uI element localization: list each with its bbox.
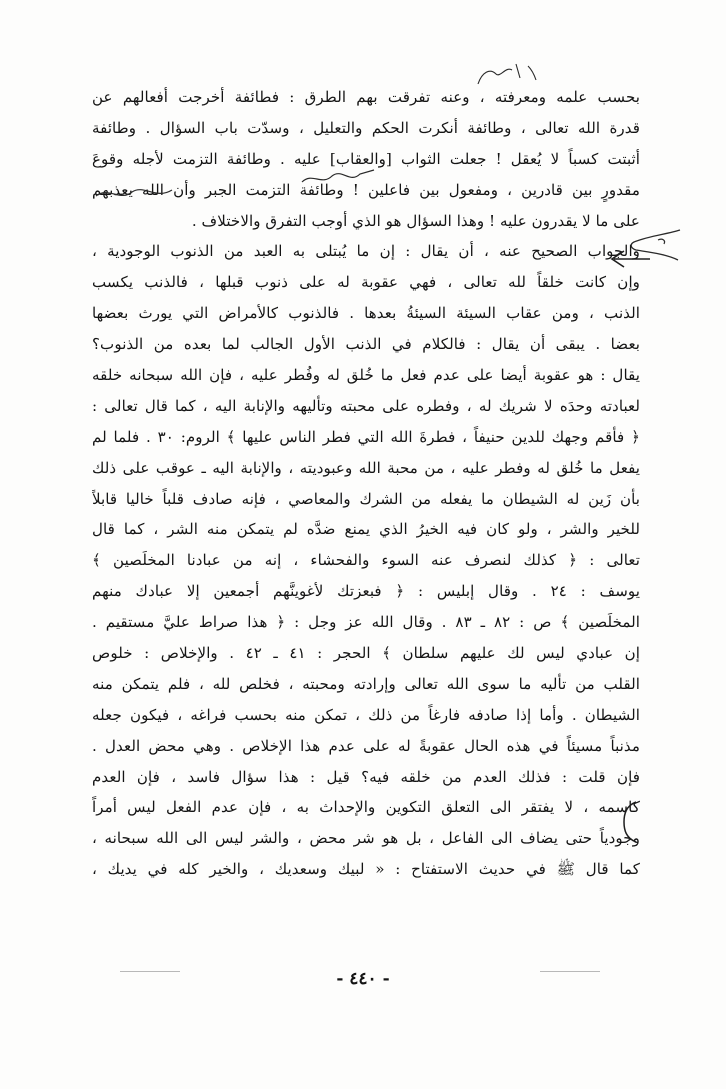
text-line-21: الشيطان . وأما إذا صادفه فارغاً من ذلك ، تمكن منه بحسب فراغه ، فيكون جعله [92, 705, 640, 724]
text-line-7: وإن كانت خلقاً لله تعالى ، فهي عقوبة له على ذنوب قبلها ، فالذنب يكسب [92, 273, 640, 292]
text-line-22: مذنباً مسيئاً في هذه الحال عقوبةً له على عدم هذا الإخلاص . وهي محض العدل . [92, 736, 640, 755]
text-line-25: وجودياً حتى يضاف الى الفاعل ، بل هو شر محض ، والشر ليس الى الله سبحانه ، [92, 829, 640, 848]
text-line-26: كما قال ﷺ في حديث الاستفتاح : « لبيك وسعديك ، والخير كله في يديك ، [92, 860, 640, 879]
handwritten-side-bracket [620, 800, 640, 844]
text-line-8: الذنب ، ومن عقاب السيئة السيئةُ بعدها . فالذنوب كالأمراض التي يورث بعضها [92, 304, 640, 323]
text-line-6: والجواب الصحيح عنه ، أن يقال : إن ما يُبتلى به العبد من الذنوب الوجودية ، [92, 242, 640, 261]
text-line-11: لعبادته وحدَه لا شريك له ، وفطره على محبته وتأليهه والإنابة اليه ، كما قال تعالى : [92, 396, 640, 415]
text-line-9: بعضا . يبقى أن يقال : فالكلام في الذنب الأول الجالب لما بعده من الذنوب؟ [92, 335, 640, 354]
handwritten-arrow-mark [606, 246, 652, 272]
handwritten-underline-scribble-2 [92, 182, 178, 206]
handwritten-top-squiggle [472, 60, 542, 90]
text-line-2: قدرة الله تعالى ، وطائفة أنكرت الحكم والتعليل ، وسدّت باب السؤال . وطائفة [92, 118, 640, 137]
text-line-3: أثبتت كسباً لا يُعقل ! جعلت الثواب [والعقاب] عليه . وطائفة التزمت لأجله وقوعَ [92, 149, 640, 168]
text-line-12: ﴿ فأقم وجهك للدين حنيفاً ، فطرةَ الله التي فطر الناس عليها ﴾ الروم: ٣٠ . فلما لم [92, 427, 640, 446]
text-line-1: بحسب علمه ومعرفته ، وعنه تفرقت بهم الطرق : فطائفة أخرجت أفعالهم عن [92, 88, 640, 106]
handwritten-underline-scribble [298, 166, 378, 190]
text-line-5: على ما لا يقدرون عليه ! وهذا السؤال هو الذي أوجب التفرق والاختلاف . [191, 211, 640, 230]
text-line-18: المخلَصين ﴾ ص : ٨٢ ـ ٨٣ . وقال الله عز وجل : ﴿ هذا صراط عليَّ مستقيم . [92, 613, 640, 632]
text-line-15: للخير والشر ، ولو كان فيه الخيرُ الذي يمنع ضدَّه لم يتمكن منه الشر ، كما قال [92, 520, 640, 539]
text-line-4: مقدورٍ بين قادرين ، ومفعول بين فاعلين ! وطائفة التزمت الجبر وأن الله يعذبهم [92, 180, 640, 199]
text-line-10: يقال : هو عقوبة أيضا على عدم فعل ما خُلق له وفُطر عليه ، فإن الله سبحانه خلقه [92, 366, 640, 385]
text-line-24: كاسمه ، لا يفتقر الى التعلق التكوين والإحداث به ، فإن عدم الفعل ليس أمراً [92, 798, 640, 817]
text-line-16: تعالى : ﴿ كذلك لنصرف عنه السوء والفحشاء ، إنه من عبادنا المخلَصين ﴾ [92, 551, 640, 570]
text-line-14: بأن زَين له الشيطان ما يفعله من الشرك والمعاصي ، فإنه صادف قلباً خاليا قابلاً [92, 489, 640, 508]
text-line-17: يوسف : ٢٤ . وقال إبليس : ﴿ فبعزتك لأغوينَّهم أجمعين إلا عبادك منهم [92, 582, 640, 601]
text-line-23: فإن قلت : فذلك العدم من خلقه فيه؟ قيل : هذا سؤال فاسد ، فإن العدم [92, 767, 640, 786]
text-line-19: إن عبادي ليس لك عليهم سلطان ﴾ الحجر : ٤١ ـ ٤٢ . والإخلاص : خلوص [92, 644, 640, 663]
text-line-20: القلب من تأليه ما سوى الله تعالى وإرادته ومحبته ، فخلص لله ، فلم يتمكن منه [92, 674, 640, 693]
text-line-13: يفعل ما خُلق له وفطر عليه ، من محبة الله وعبوديته ، والإنابة اليه ـ عوقب على ذلك [92, 458, 640, 477]
page-number: - ٤٤٠ - [336, 969, 390, 989]
